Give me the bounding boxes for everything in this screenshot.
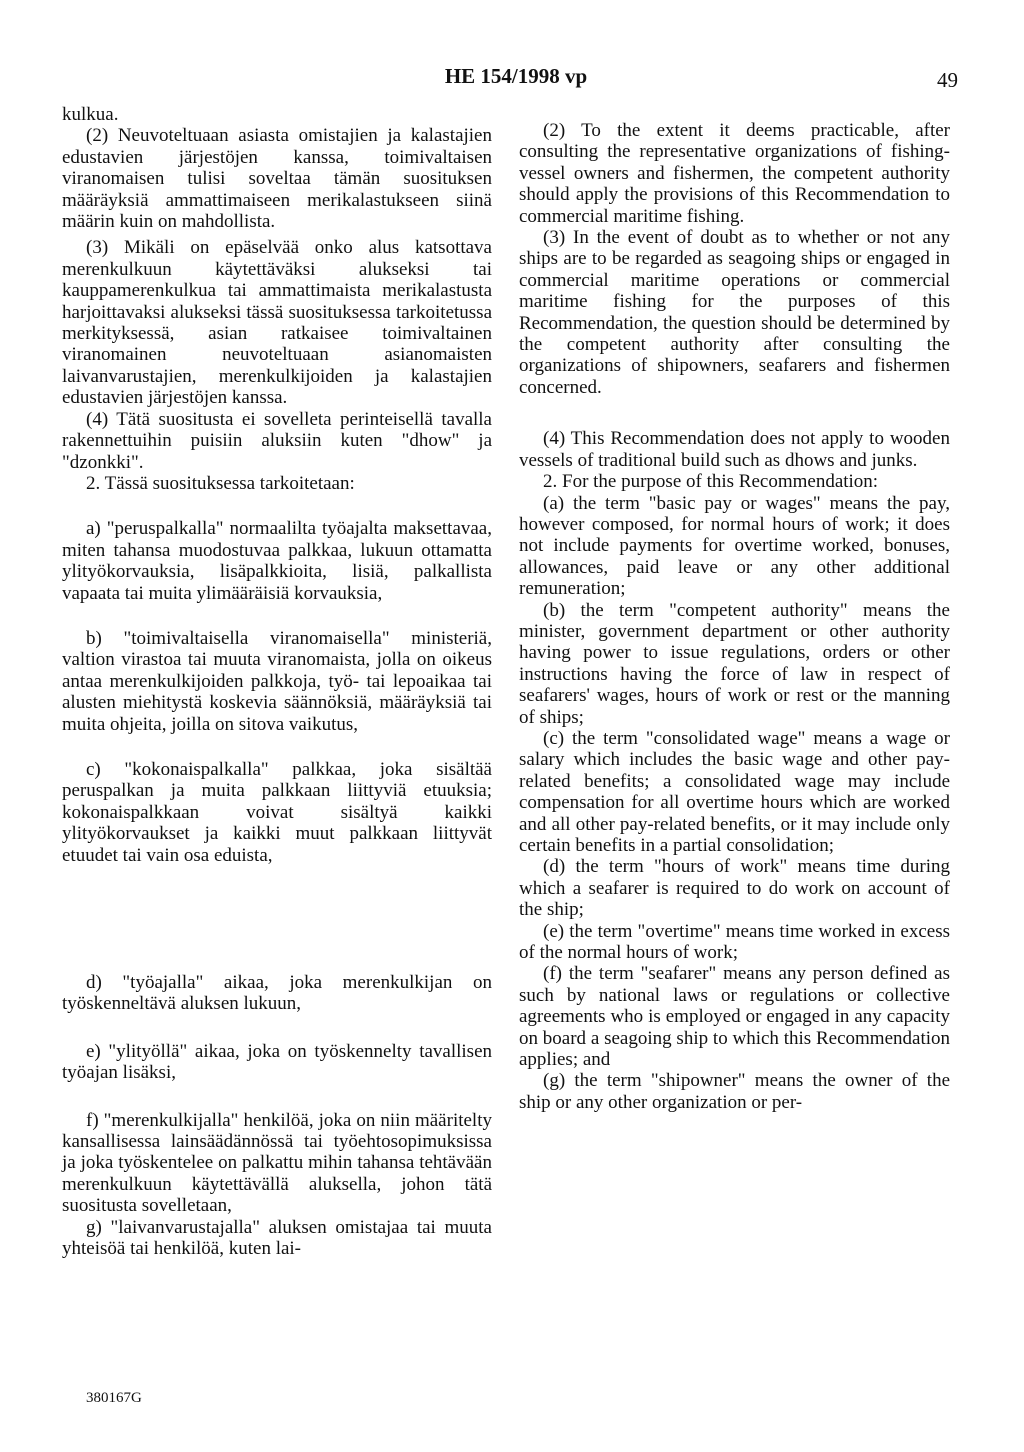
fi-paragraph-11: g) "laivanvarustajalla" aluksen omistajaa tai muuta yhteisöä tai henkilöä, kuten lai- (62, 1216, 492, 1260)
en-paragraph-7: (d) the term "hours of work" means time during which a seafarer is required to do work on account of the ship; (519, 856, 950, 921)
page-header (0, 64, 1024, 94)
fi-paragraph-3: (4) Tätä suositusta ei sovelleta perinteisellä tavalla rakennettuihin puisiin aluksiin kuten "dhow" ja "dzonkki". (62, 408, 492, 473)
en-paragraph-0: (2) To the extent it deems practicable, after consulting the representative organizations of fishing-vessel owners and fishermen, the competent authority should apply the provisions of this Recommendation to commercial maritime fishing. (519, 120, 950, 227)
en-paragraph-10: (g) the term "shipowner" means the owner of the ship or any other organization or per- (519, 1070, 950, 1113)
page-number: 49 (937, 68, 958, 92)
fi-paragraph-2: (3) Mikäli on epäselvää onko alus katsottava merenkulkuun käytettäväksi alukseksi tai kauppamerenkulkua tai ammattimaista merikalastusta harjoittavaksi alukseksi tässä suosituksessa tarkoitetussa merkityksessä, asian ratkaisee toimivaltainen viranomainen neuvoteltuaan asianomaisten laivanvarustajien, merenkulkijoiden ja kalastajien edustavien järjestöjen kanssa. (62, 237, 492, 409)
fi-paragraph-10: f) "merenkulkijalla" henkilöä, joka on niin määritelty kansallisessa lainsäädännössä tai työehtosopimuksissa ja joka työskentelee on palkattu mihin tahansa tehtävään merenkulkuun käytettävällä aluksella, johon tätä suositusta sovelletaan, (62, 1109, 492, 1217)
en-paragraph-1: (3) In the event of doubt as to whether or not any ships are to be regarded as seagoing ships or engaged in commercial maritime operations or commercial maritime fishing for the purposes of this Recommendation, the question should be determined by the competent authority after consulting the organizations of shipowners, seafarers and fishermen concerned. (519, 227, 950, 398)
en-paragraph-6: (c) the term "consolidated wage" means a wage or salary which includes the basic wage and other pay-related benefits; a consolidated wage may include compensation for all overtime hours which are worked and all other pay-related benefits, or it may include only certain benefits in a partial consolidation; (519, 727, 950, 856)
fi-paragraph-4: 2. Tässä suosituksessa tarkoitetaan: (86, 472, 355, 494)
en-paragraph-4: (a) the term "basic pay or wages" means the pay, however composed, for normal hours of work; it does not include payments for overtime worked, bonuses, allowances, paid leave or any other additional remuneration; (519, 492, 950, 600)
en-paragraph-3: 2. For the purpose of this Recommendation: (543, 471, 879, 493)
en-paragraph-8: (e) the term "overtime" means time worked in excess of the normal hours of work; (519, 920, 950, 964)
english-column (519, 120, 950, 1113)
fi-paragraph-8: d) "työajalla" aikaa, joka merenkulkijan on työskenneltävä aluksen lukuun, (62, 972, 492, 1015)
document-id: HE 154/1998 vp (444, 64, 588, 88)
print-code: 380167G (86, 1390, 142, 1406)
fi-paragraph-9: e) "ylityöllä" aikaa, joka on työskennelty tavallisen työajan lisäksi, (62, 1040, 492, 1084)
fi-paragraph-7: c) "kokonaispalkalla" palkkaa, joka sisältää peruspalkan ja muita palkkaan liittyviä etuuksia; kokonaispalkkaan voivat sisältyä kaikki ylityökorvaukset ja kaikki muut palkkaan liittyvät etuudet tai vain osa eduista, (62, 758, 492, 866)
fi-paragraph-1: (2) Neuvoteltuaan asiasta omistajien ja kalastajien edustavien järjestöjen kanssa, toimivaltaisen viranomaisen tulisi soveltaa tämän suosituksen määräyksiä ammattimaiseen merikalastukseen siinä määrin kuin on mahdollista. (62, 125, 492, 233)
fi-paragraph-0: kulkua. (62, 104, 119, 125)
fi-paragraph-5: a) "peruspalkalla" normaalilta työajalta maksettavaa, miten tahansa muodostuvaa palkkaa, lukuun ottamatta ylityökorvauksia, lisäpalkkioita, lisiä, palkallista vapaata tai muita ylimääräisiä korvauksia, (62, 518, 492, 604)
en-paragraph-5: (b) the term "competent authority" means the minister, government department or other authority having power to issue regulations, orders or other instructions having the force of law in respect of seafarers' wages, hours of work or rest or the manning of ships; (519, 599, 950, 728)
en-paragraph-9: (f) the term "seafarer" means any person defined as such by national laws or regulations or collective agreements who is employed or engaged in any capacity on board a seagoing ship to which this Recommendation applies; and (519, 963, 950, 1071)
finnish-column (62, 104, 492, 1259)
fi-paragraph-6: b) "toimivaltaisella viranomaisella" ministeriä, valtion virastoa tai muuta viranomaista, jolla on oikeus antaa merenkulkijoiden palkkoja, työ- tai lepoaikaa tai alusten miehitystä koskevia säännöksiä, määräyksiä tai muita ohjeita, joilla on sitova vaikutus, (62, 627, 492, 735)
en-paragraph-2: (4) This Recommendation does not apply to wooden vessels of traditional build such as dhows and junks. (519, 428, 950, 471)
